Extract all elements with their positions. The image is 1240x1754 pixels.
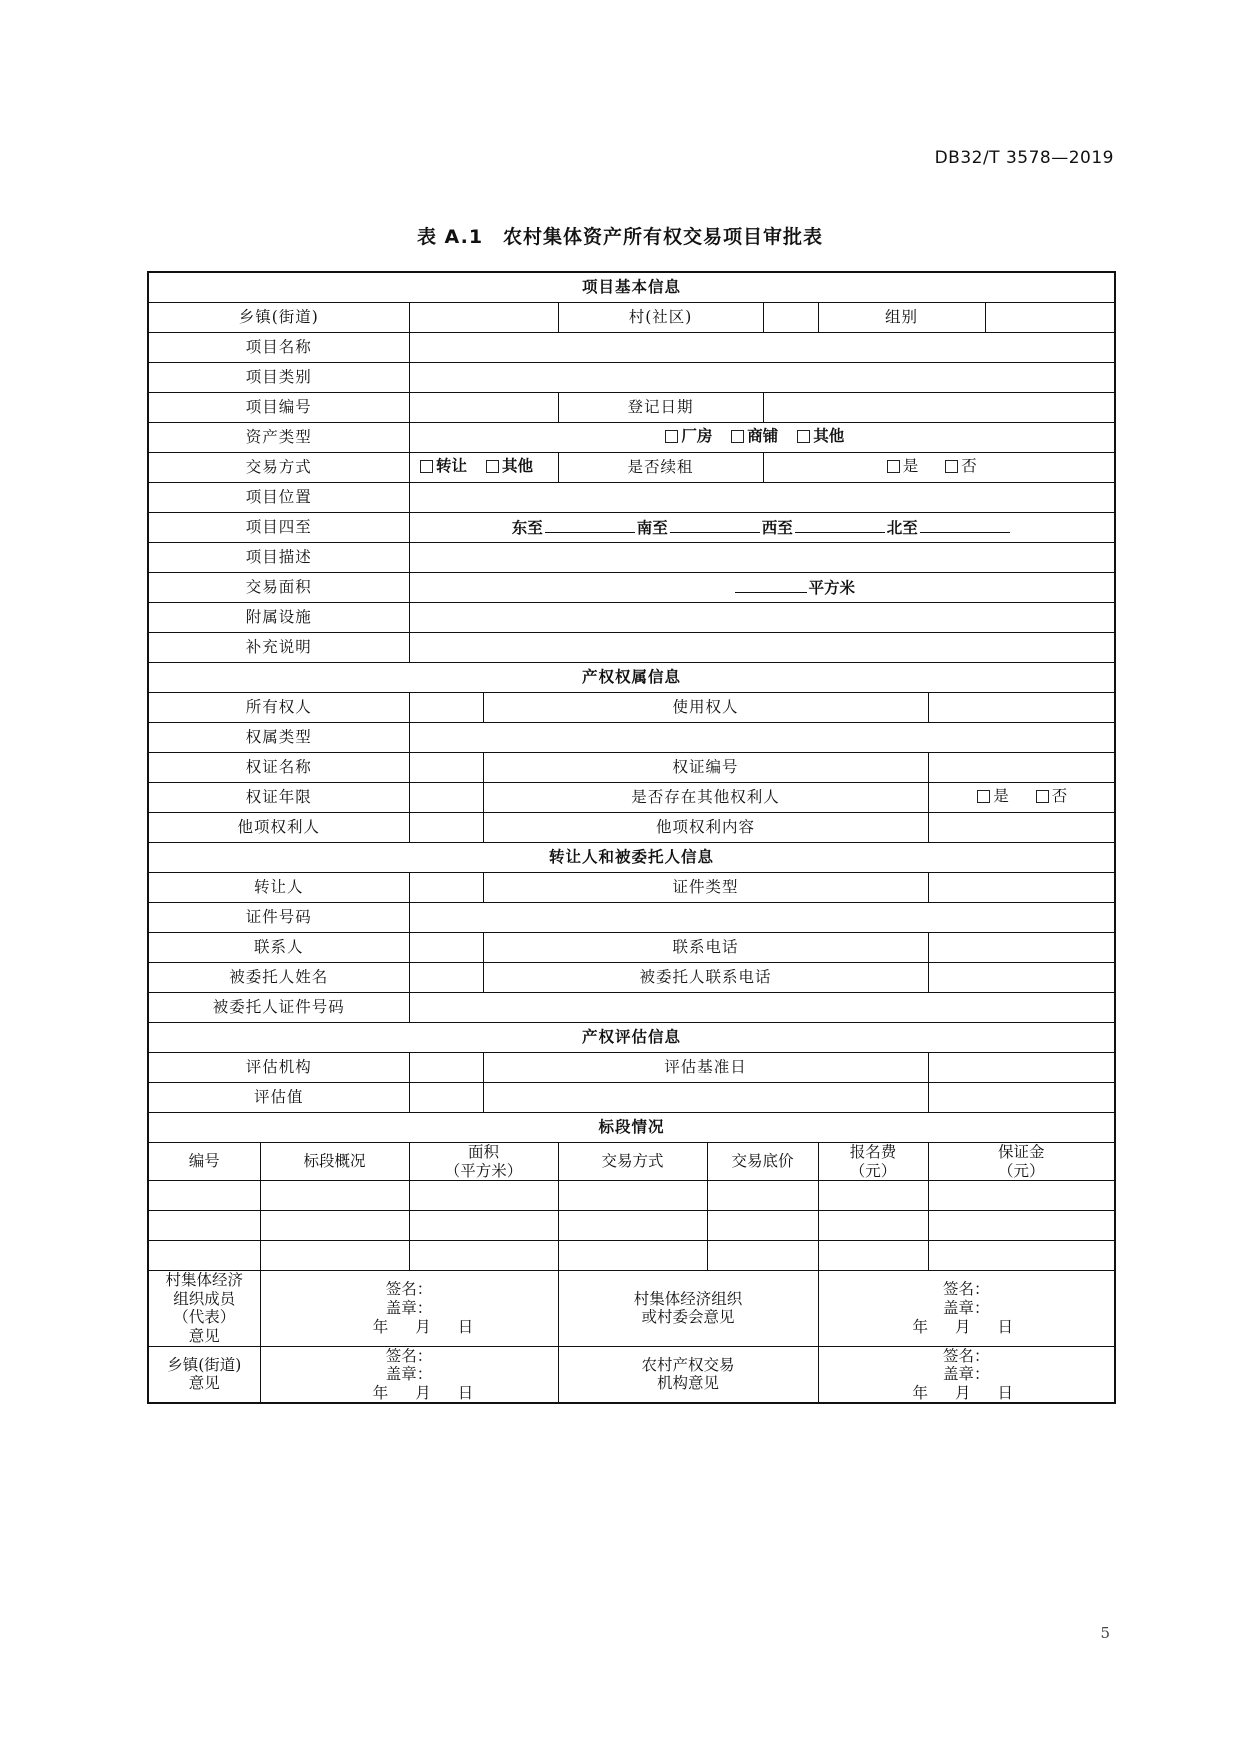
township-field[interactable] [409, 303, 558, 333]
location-label: 项目位置 [148, 483, 409, 513]
trade-method-label: 交易方式 [148, 453, 409, 483]
members-opinion-signature[interactable] [260, 1271, 558, 1346]
facilities-label: 附属设施 [148, 603, 409, 633]
project-number-field[interactable] [409, 393, 558, 423]
renew-options [763, 453, 1115, 483]
east-blank[interactable] [545, 518, 635, 533]
agent-id-label: 被委托人证件号码 [148, 993, 409, 1023]
checkbox-icon [977, 790, 990, 803]
supplement-label: 补充说明 [148, 633, 409, 663]
checkbox-icon [1036, 790, 1049, 803]
checkbox-icon [887, 460, 900, 473]
contact-phone-field[interactable] [928, 933, 1115, 963]
cert-term-label: 权证年限 [148, 783, 409, 813]
exchange-opinion-signature[interactable] [818, 1346, 1115, 1403]
id-number-field[interactable] [409, 903, 1115, 933]
project-category-label: 项目类别 [148, 363, 409, 393]
area-unit: 平方米 [808, 578, 856, 597]
lot-cell[interactable] [148, 1181, 260, 1211]
cert-name-label: 权证名称 [148, 753, 409, 783]
lot-cell[interactable] [260, 1241, 409, 1271]
transferor-field[interactable] [409, 873, 483, 903]
agent-phone-label: 被委托人联系电话 [483, 963, 928, 993]
lot-cell[interactable] [409, 1211, 558, 1241]
south-blank[interactable] [670, 518, 760, 533]
standard-code: DB32/T 3578—2019 [934, 148, 1114, 168]
asset-type-options [409, 423, 1115, 453]
township-label: 乡镇(街道) [148, 303, 409, 333]
lot-header-number: 编号 [148, 1143, 260, 1181]
members-opinion-label: 村集体经济 组织成员 （代表） 意见 [148, 1271, 260, 1346]
lot-cell[interactable] [260, 1181, 409, 1211]
contact-field[interactable] [409, 933, 483, 963]
lot-row [148, 1211, 1115, 1241]
eval-base-date-field[interactable] [928, 1053, 1115, 1083]
other-holder-field[interactable] [409, 813, 483, 843]
eval-value-extra[interactable] [483, 1083, 928, 1113]
asset-type-label: 资产类型 [148, 423, 409, 453]
other-holders-options [928, 783, 1115, 813]
lot-cell[interactable] [148, 1241, 260, 1271]
cert-term-field[interactable] [409, 783, 483, 813]
id-type-field[interactable] [928, 873, 1115, 903]
eval-agency-label: 评估机构 [148, 1053, 409, 1083]
id-number-label: 证件号码 [148, 903, 409, 933]
ownership-type-field[interactable] [409, 723, 1115, 753]
village-label: 村(社区) [558, 303, 763, 333]
north-label: 北至 [886, 518, 918, 537]
owner-field[interactable] [409, 693, 483, 723]
lot-header-trade-method: 交易方式 [558, 1143, 707, 1181]
group-label: 组别 [818, 303, 985, 333]
eval-value-extra2[interactable] [928, 1083, 1115, 1113]
other-content-label: 他项权利内容 [483, 813, 928, 843]
eval-value-label: 评估值 [148, 1083, 409, 1113]
section-property-info: 产权权属信息 [148, 663, 1115, 693]
trade-method-options [409, 453, 558, 483]
township-opinion-label: 乡镇(街道) 意见 [148, 1346, 260, 1403]
checkbox-icon [420, 460, 433, 473]
township-opinion-signature[interactable] [260, 1346, 558, 1403]
user-label: 使用权人 [483, 693, 928, 723]
date-line: 年 月 日 [372, 1317, 475, 1336]
section-transferor-info: 转让人和被委托人信息 [148, 843, 1115, 873]
section-evaluation-info: 产权评估信息 [148, 1023, 1115, 1053]
eval-value-field[interactable] [409, 1083, 483, 1113]
other-holders-no[interactable]: 否 [1036, 787, 1068, 806]
renew-label: 是否续租 [558, 453, 763, 483]
checkbox-icon [486, 460, 499, 473]
lot-cell[interactable] [558, 1211, 707, 1241]
lot-cell[interactable] [818, 1241, 928, 1271]
sign-label: 签名： [943, 1280, 990, 1299]
lot-cell[interactable] [409, 1181, 558, 1211]
west-label: 西至 [761, 518, 793, 537]
lot-row [148, 1181, 1115, 1211]
agent-phone-field[interactable] [928, 963, 1115, 993]
lot-row [148, 1241, 1115, 1271]
lot-cell[interactable] [558, 1181, 707, 1211]
area-label: 交易面积 [148, 573, 409, 603]
agent-name-field[interactable] [409, 963, 483, 993]
seal-label: 盖章： [943, 1365, 990, 1384]
lot-header-area: 面积 （平方米） [409, 1143, 558, 1181]
lot-cell[interactable] [148, 1211, 260, 1241]
page-number: 5 [1100, 1624, 1110, 1642]
west-blank[interactable] [795, 518, 885, 533]
lot-header-base-price: 交易底价 [707, 1143, 818, 1181]
other-holder-label: 他项权利人 [148, 813, 409, 843]
cert-name-field[interactable] [409, 753, 483, 783]
date-line: 年 月 日 [912, 1383, 1015, 1402]
section-basic-info: 项目基本信息 [148, 272, 1115, 303]
form-title: 表 A.1 农村集体资产所有权交易项目审批表 [416, 226, 824, 248]
renew-no[interactable]: 否 [945, 457, 977, 476]
renew-yes[interactable]: 是 [887, 457, 919, 476]
other-content-field[interactable] [928, 813, 1115, 843]
contact-phone-label: 联系电话 [483, 933, 928, 963]
south-label: 南至 [636, 518, 668, 537]
ownership-type-label: 权属类型 [148, 723, 409, 753]
checkbox-icon [945, 460, 958, 473]
asset-option-factory[interactable]: 厂房 [665, 427, 712, 446]
lot-cell[interactable] [928, 1181, 1115, 1211]
other-holders-label: 是否存在其他权利人 [483, 783, 928, 813]
other-holders-yes[interactable]: 是 [977, 787, 1009, 806]
supplement-field[interactable] [409, 633, 1115, 663]
trade-option-other[interactable]: 其他 [486, 457, 533, 476]
asset-option-other[interactable]: 其他 [797, 427, 844, 446]
sign-label: 签名： [385, 1346, 433, 1365]
id-type-label: 证件类型 [483, 873, 928, 903]
lot-cell[interactable] [818, 1211, 928, 1241]
north-blank[interactable] [920, 518, 1010, 533]
location-field[interactable] [409, 483, 1115, 513]
project-name-field[interactable] [409, 333, 1115, 363]
date-line: 年 月 日 [912, 1317, 1015, 1336]
trade-option-transfer[interactable]: 转让 [420, 457, 467, 476]
description-field[interactable] [409, 543, 1115, 573]
user-field[interactable] [928, 693, 1115, 723]
boundaries-field [409, 513, 1115, 543]
lot-header-deposit: 保证金 （元） [928, 1143, 1115, 1181]
east-label: 东至 [511, 518, 543, 537]
area-field [409, 573, 1115, 603]
lot-cell[interactable] [928, 1211, 1115, 1241]
lot-header-fee: 报名费 （元） [818, 1143, 928, 1181]
sign-label: 签名： [943, 1346, 990, 1365]
sign-label: 签名： [385, 1280, 433, 1299]
approval-form-table [147, 271, 1116, 1404]
lot-cell[interactable] [818, 1181, 928, 1211]
lot-cell[interactable] [260, 1211, 409, 1241]
village-field[interactable] [763, 303, 818, 333]
section-lots: 标段情况 [148, 1113, 1115, 1143]
owner-label: 所有权人 [148, 693, 409, 723]
lot-cell[interactable] [707, 1241, 818, 1271]
register-date-field[interactable] [763, 393, 1115, 423]
cert-number-field[interactable] [928, 753, 1115, 783]
committee-opinion-signature[interactable] [818, 1271, 1115, 1346]
project-category-field[interactable] [409, 363, 1115, 393]
lot-cell[interactable] [928, 1241, 1115, 1271]
lot-cell[interactable] [558, 1241, 707, 1271]
agent-id-field[interactable] [409, 993, 1115, 1023]
lot-header-overview: 标段概况 [260, 1143, 409, 1181]
seal-label: 盖章： [385, 1365, 433, 1384]
exchange-opinion-label: 农村产权交易 机构意见 [558, 1346, 818, 1403]
group-field[interactable] [985, 303, 1115, 333]
eval-agency-field[interactable] [409, 1053, 483, 1083]
eval-base-date-label: 评估基准日 [483, 1053, 928, 1083]
lot-cell[interactable] [409, 1241, 558, 1271]
cert-number-label: 权证编号 [483, 753, 928, 783]
agent-name-label: 被委托人姓名 [148, 963, 409, 993]
checkbox-icon [731, 430, 744, 443]
lot-cell[interactable] [707, 1211, 818, 1241]
description-label: 项目描述 [148, 543, 409, 573]
transferor-label: 转让人 [148, 873, 409, 903]
contact-label: 联系人 [148, 933, 409, 963]
checkbox-icon [665, 430, 678, 443]
committee-opinion-label: 村集体经济组织 或村委会意见 [558, 1271, 818, 1346]
area-blank[interactable] [735, 578, 807, 593]
lot-cell[interactable] [707, 1181, 818, 1211]
seal-label: 盖章： [385, 1299, 433, 1318]
date-line: 年 月 日 [372, 1383, 475, 1402]
checkbox-icon [797, 430, 810, 443]
asset-option-shop[interactable]: 商铺 [731, 427, 778, 446]
facilities-field[interactable] [409, 603, 1115, 633]
seal-label: 盖章： [943, 1299, 990, 1318]
register-date-label: 登记日期 [558, 393, 763, 423]
project-name-label: 项目名称 [148, 333, 409, 363]
boundaries-label: 项目四至 [148, 513, 409, 543]
project-number-label: 项目编号 [148, 393, 409, 423]
